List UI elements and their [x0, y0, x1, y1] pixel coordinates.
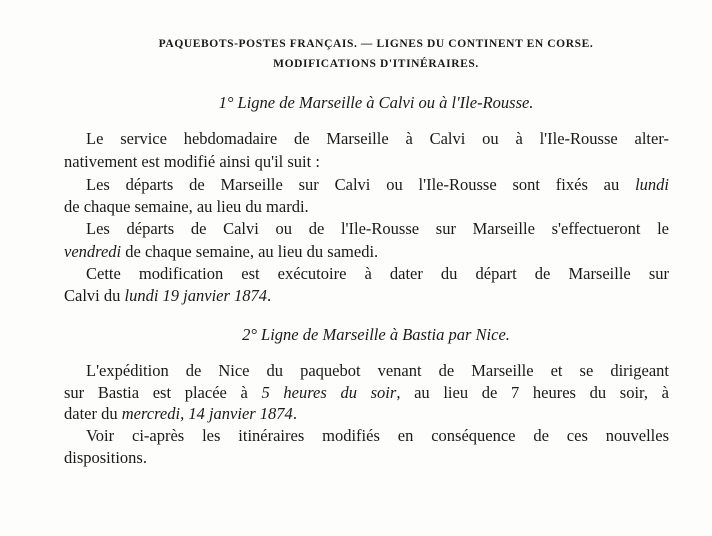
paragraph-line: [86, 219, 669, 239]
paragraph-line: [64, 197, 309, 217]
paragraph-line: [86, 361, 669, 381]
paragraph-line: [86, 264, 669, 284]
text-span: , au lieu de 7 heures du soir, à: [396, 383, 669, 402]
text-span: Le service hebdomadaire de Marseille à Calvi ou à l'Ile-Rousse alter-: [86, 129, 669, 148]
italic-span: 5 heures du soir: [261, 383, 397, 402]
paragraph-line: [64, 404, 297, 424]
text-span: de chaque semaine, au lieu du samedi.: [121, 242, 379, 261]
italic-span: mercredi, 14 janvier 1874: [121, 404, 293, 423]
italic-span: vendredi: [64, 242, 122, 261]
paragraph-line: [64, 286, 271, 306]
paragraph-line: [64, 242, 378, 262]
text-span: .: [292, 404, 297, 423]
paragraph-line: [64, 152, 320, 172]
paragraph-line: [86, 175, 669, 195]
header-line-2: MODIFICATIONS D'ITINÉRAIRES.: [273, 58, 479, 70]
text-span: de chaque semaine, au lieu du mardi.: [64, 197, 309, 216]
text-span: dispositions.: [64, 448, 147, 467]
section-2-title: 2° Ligne de Marseille à Bastia par Nice.: [242, 325, 510, 344]
text-span: L'expédition de Nice du paquebot venant de Marseille et se dirigeant: [86, 361, 669, 380]
header-line-1: PAQUEBOTS-POSTES FRANÇAIS. — LIGNES DU CONTINENT EN CORSE.: [158, 38, 594, 50]
paragraph-line: [86, 129, 669, 149]
text-span: Calvi du: [64, 286, 125, 305]
paragraph-line: [86, 426, 669, 446]
text-span: Les départs de Calvi ou de l'Ile-Rousse sur Marseille s'effectueront le: [86, 219, 669, 238]
text-span: dater du: [64, 404, 122, 423]
text-span: Les départs de Marseille sur Calvi ou l'Ile-Rousse sont fixés au: [86, 175, 636, 194]
italic-span: lundi 19 janvier 1874: [124, 286, 268, 305]
paragraph-line: [64, 448, 147, 468]
paragraph-line: [64, 383, 669, 403]
text-span: Cette modification est exécutoire à dater du départ de Marseille sur: [86, 264, 669, 283]
text-span: nativement est modifié ainsi qu'il suit :: [64, 152, 320, 171]
text-span: .: [267, 286, 272, 305]
section-1-title: 1° Ligne de Marseille à Calvi ou à l'Ile-Rousse.: [218, 93, 534, 112]
text-span: sur Bastia est placée à: [64, 383, 262, 402]
text-span: Voir ci-après les itinéraires modifiés en conséquence de ces nouvelles: [86, 426, 669, 445]
italic-span: lundi: [635, 175, 669, 194]
